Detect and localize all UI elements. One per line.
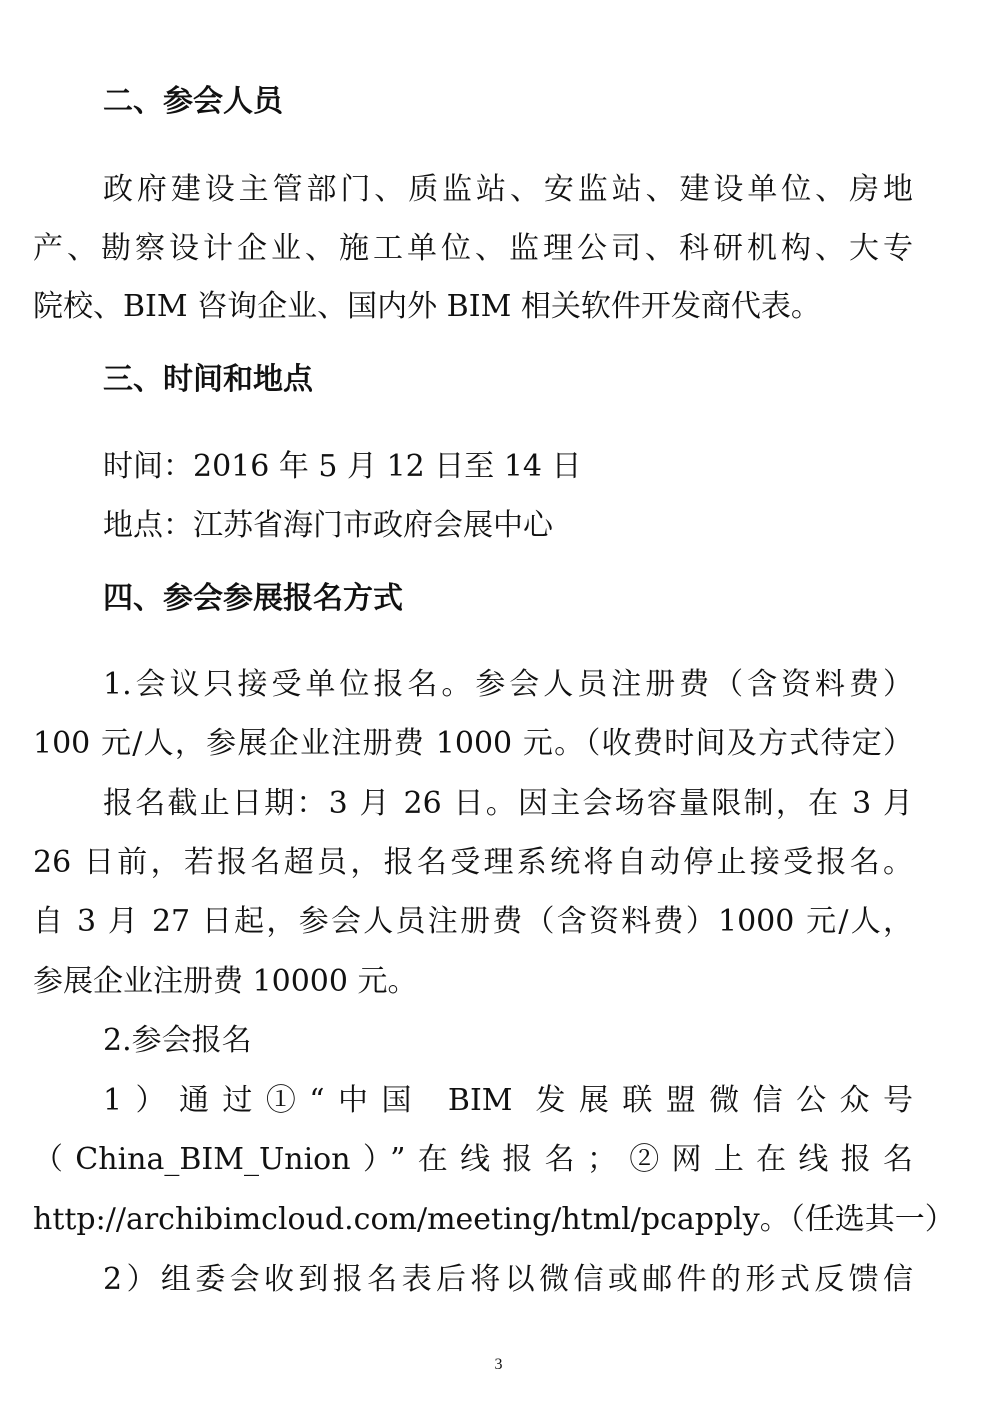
paragraph-line: 26 日前，若报名超员，报名受理系统将自动停止接受报名。 bbox=[33, 845, 913, 880]
paragraph-line: 1.会议只接受单位报名。参会人员注册费（含资料费） bbox=[103, 667, 913, 702]
paragraph-line: （China_BIM_Union）”在线报名；②网上在线报名 bbox=[33, 1142, 913, 1177]
meeting-place: 地点：江苏省海门市政府会展中心 bbox=[103, 508, 553, 543]
paragraph-line: 2）组委会收到报名表后将以微信或邮件的形式反馈信 bbox=[103, 1262, 913, 1297]
page-number: 3 bbox=[494, 1356, 503, 1373]
paragraph-line: 院校、BIM 咨询企业、国内外 BIM 相关软件开发商代表。 bbox=[33, 289, 821, 324]
meeting-time: 时间：2016 年 5 月 12 日至 14 日 bbox=[103, 449, 582, 484]
paragraph-line: 政府建设主管部门、质监站、安监站、建设单位、房地 bbox=[103, 172, 913, 207]
registration-url-line: http://archibimcloud.com/meeting/html/pcapply。（任选其一） bbox=[33, 1202, 955, 1237]
paragraph-line: 产、勘察设计企业、施工单位、监理公司、科研机构、大专 bbox=[33, 231, 913, 266]
section-heading-attendees: 二、参会人员 bbox=[103, 84, 283, 119]
paragraph-line: 100 元/人，参展企业注册费 1000 元。（收费时间及方式待定） bbox=[33, 726, 913, 761]
section-heading-registration: 四、参会参展报名方式 bbox=[103, 581, 403, 616]
paragraph-line: 报名截止日期：3 月 26 日。因主会场容量限制，在 3 月 bbox=[103, 786, 913, 821]
subsection-title-registration: 2.参会报名 bbox=[103, 1023, 252, 1058]
paragraph-line: 自 3 月 27 日起，参会人员注册费（含资料费）1000 元/人， bbox=[33, 904, 913, 939]
paragraph-line: 参展企业注册费 10000 元。 bbox=[33, 964, 418, 999]
section-heading-time-place: 三、时间和地点 bbox=[103, 362, 313, 397]
paragraph-line: 1）通过①“中国 BIM 发展联盟微信公众号 bbox=[103, 1083, 913, 1118]
